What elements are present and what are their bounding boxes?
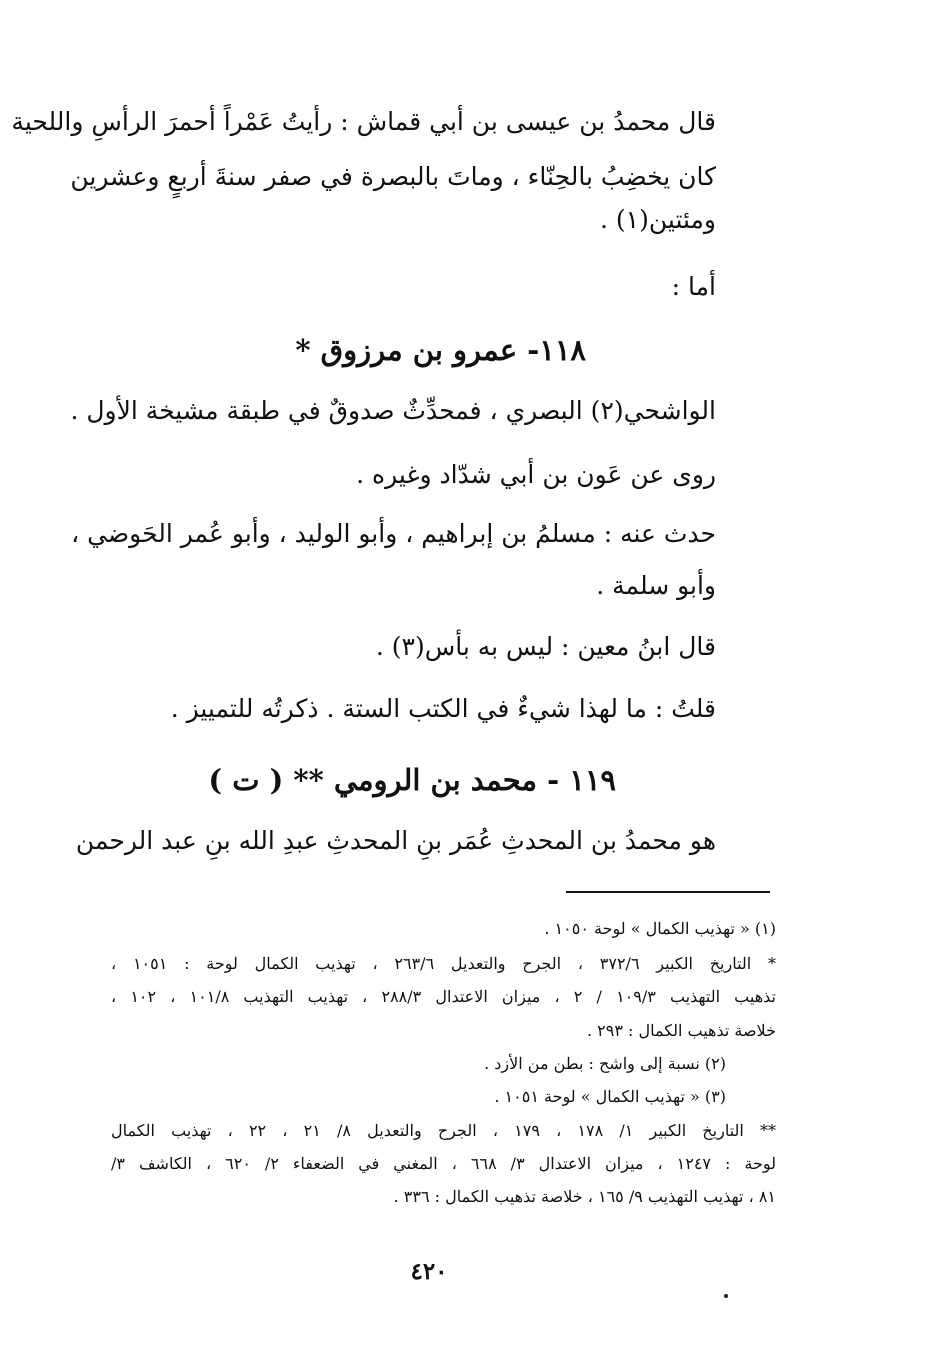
text-line: قلتُ : ما لهذا شيءٌ في الكتب الستة . ذكرتُه للتمييز . [170, 694, 716, 723]
entry-119-heading: ١١٩ - محمد بن الرومي ** ( ت ) [208, 763, 616, 797]
text-line: هو محمدُ بن المحدثِ عُمَر بنِ المحدثِ عبدِ الله بنِ عبد الرحمن [75, 826, 716, 855]
entry-118-heading: ١١٨- عمرو بن مرزوق * [295, 333, 586, 367]
footnote-line: ٨١ ، تهذيب التهذيب ٩/ ١٦٥ ، خلاصة تذهيب الكمال : ٣٣٦ . [393, 1187, 776, 1206]
text-line: حدث عنه : مسلمُ بن إبراهيم ، وأبو الوليد ، وأبو عُمر الحَوضي ، [71, 519, 716, 548]
footnote-line: تذهيب التهذيب ١٠٩/٣ / ٢ ، ميزان الاعتدال ٢٨٨/٣ ، تهذيب التهذيب ١٠١/٨ ، ١٠٢ ، [111, 987, 777, 1006]
footnote-line: ** التاريخ الكبير ١/ ١٧٨ ، ١٧٩ ، الجرح والتعديل ٨/ ٢١ ، ٢٢ ، تهذيب الكمال [111, 1121, 776, 1140]
footnote-line: لوحة : ١٢٤٧ ، ميزان الاعتدال ٣/ ٦٦٨ ، المغني في الضعفاء ٢/ ٦٢٠ ، الكاشف ٣/ [111, 1154, 777, 1173]
text-line: قال ابنُ معين : ليس به بأس(٣) . [375, 632, 716, 661]
text-line: أما : [671, 272, 716, 301]
text-line: وأبو سلمة . [596, 571, 716, 600]
text-line: قال محمدُ بن عيسى بن أبي قماش : رأيتُ عَمْراً أحمرَ الرأسِ واللحية [11, 107, 716, 136]
footnote-separator [566, 891, 770, 893]
text-line: ومئتين(١) . [600, 205, 716, 234]
footnote-line: (١) « تهذيب الكمال » لوحة ١٠٥٠ . [544, 919, 776, 938]
text-line: روى عن عَون بن أبي شدّاد وغيره . [356, 460, 716, 489]
page-number: ٤٢٠ [410, 1258, 448, 1285]
ink-speck [724, 1294, 728, 1298]
text-line: كان يخضِبُ بالحِنّاء ، وماتَ بالبصرة في صفر سنةَ أربعٍ وعشرين [70, 162, 716, 191]
footnote-line: * التاريخ الكبير ٣٧٢/٦ ، الجرح والتعديل ٢٦٣/٦ ، تهذيب الكمال لوحة : ١٠٥١ ، [111, 954, 777, 973]
footnote-line: خلاصة تذهيب الكمال : ٢٩٣ . [586, 1021, 776, 1040]
footnote-line: (٢) نسبة إلى واشح : بطن من الأزد . [484, 1054, 726, 1073]
text-line: الواشحي(٢) البصري ، فمحدِّثٌ صدوقٌ في طبقة مشيخة الأول . [70, 396, 716, 425]
footnote-line: (٣) « تهذيب الكمال » لوحة ١٠٥١ . [494, 1087, 726, 1106]
